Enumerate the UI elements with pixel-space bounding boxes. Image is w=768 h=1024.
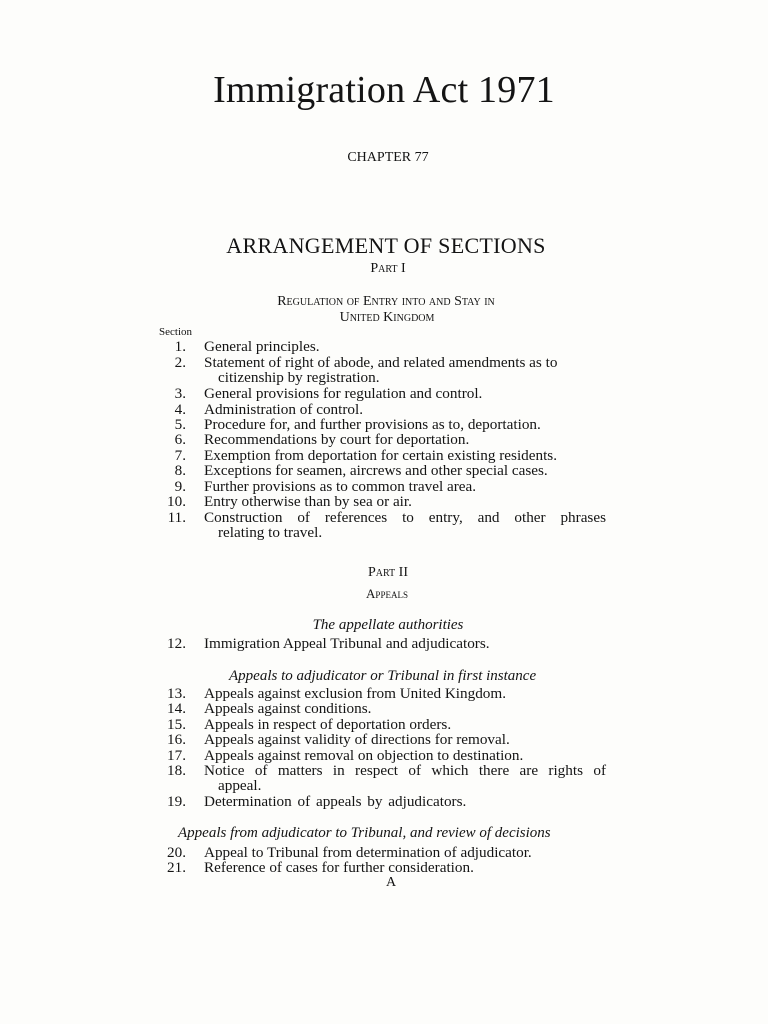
section-title: Appeals against validity of directions for removal. xyxy=(204,731,510,748)
section-title: Recommendations by court for deportation. xyxy=(204,431,470,448)
section-number: 15. xyxy=(167,716,186,733)
section-title-continuation: relating to travel. xyxy=(218,524,323,541)
section-number: 20. xyxy=(167,844,186,861)
section-title-continuation: appeal. xyxy=(218,777,262,794)
chapter-label: CHAPTER 77 xyxy=(347,150,429,165)
group-heading: The appellate authorities xyxy=(312,617,464,633)
section-number: 6. xyxy=(174,431,186,448)
section-title: Appeals against conditions. xyxy=(204,700,372,717)
section-title-continuation: citizenship by registration. xyxy=(218,369,380,386)
section-title: Notice of matters in respect of which there are rights of xyxy=(204,762,606,779)
section-title: Reference of cases for further consideration. xyxy=(204,859,474,876)
arrangement-heading: ARRANGEMENT OF SECTIONS xyxy=(226,233,546,258)
section-title: Appeals against exclusion from United Kingdom. xyxy=(204,685,507,702)
section-title: Construction of references to entry, and other phrases xyxy=(204,509,606,526)
section-number: 18. xyxy=(167,762,186,779)
section-number: 5. xyxy=(174,416,186,433)
section-number: 21. xyxy=(167,859,186,876)
section-number: 2. xyxy=(174,354,186,371)
section-number: 11. xyxy=(167,509,186,526)
part-2-subtitle: Appeals xyxy=(366,586,408,601)
section-number: 8. xyxy=(174,462,186,479)
section-title: Further provisions as to common travel area. xyxy=(204,478,477,495)
group-heading: Appeals to adjudicator or Tribunal in first instance xyxy=(229,668,537,684)
section-title: Appeals against removal on objection to destination. xyxy=(204,747,524,764)
section-number: 10. xyxy=(167,493,186,510)
part-1-subtitle-line-2: United Kingdom xyxy=(339,310,435,325)
section-number: 14. xyxy=(167,700,186,717)
section-number: 7. xyxy=(174,447,186,464)
section-title: Administration of control. xyxy=(204,401,364,418)
section-title: General provisions for regulation and control. xyxy=(204,385,483,402)
section-title: Statement of right of abode, and related amendments as to xyxy=(204,354,558,371)
section-number: 4. xyxy=(174,401,186,418)
section-title: Exemption from deportation for certain existing residents. xyxy=(204,447,558,464)
section-title: Determination of appeals by adjudicators. xyxy=(204,793,467,810)
section-title: Entry otherwise than by sea or air. xyxy=(204,493,412,510)
section-title: General principles. xyxy=(204,338,320,355)
document-title: Immigration Act 1971 xyxy=(213,69,555,111)
part-2-label: Part II xyxy=(367,565,408,580)
part-1-subtitle-line-1: Regulation of Entry into and Stay in xyxy=(277,294,495,309)
section-number: 16. xyxy=(167,731,186,748)
section-number: 13. xyxy=(167,685,186,702)
section-title: Appeals in respect of deportation orders. xyxy=(204,716,452,733)
section-number: 19. xyxy=(167,793,186,810)
section-title: Procedure for, and further provisions as to, deportation. xyxy=(204,416,541,433)
section-number: 3. xyxy=(174,385,186,402)
section-column-label: Section xyxy=(159,326,192,338)
section-title: Immigration Appeal Tribunal and adjudicators. xyxy=(204,635,490,652)
section-title: Appeal to Tribunal from determination of adjudicator. xyxy=(204,844,532,861)
section-number: 9. xyxy=(174,478,186,495)
signature-mark: A xyxy=(385,875,397,890)
section-number: 1. xyxy=(174,338,186,355)
part-1-label: Part I xyxy=(370,261,406,276)
section-number: 17. xyxy=(167,747,186,764)
section-number: 12. xyxy=(167,635,186,652)
section-title: Exceptions for seamen, aircrews and other special cases. xyxy=(204,462,548,479)
group-heading: Appeals from adjudicator to Tribunal, and review of decisions xyxy=(178,825,551,841)
